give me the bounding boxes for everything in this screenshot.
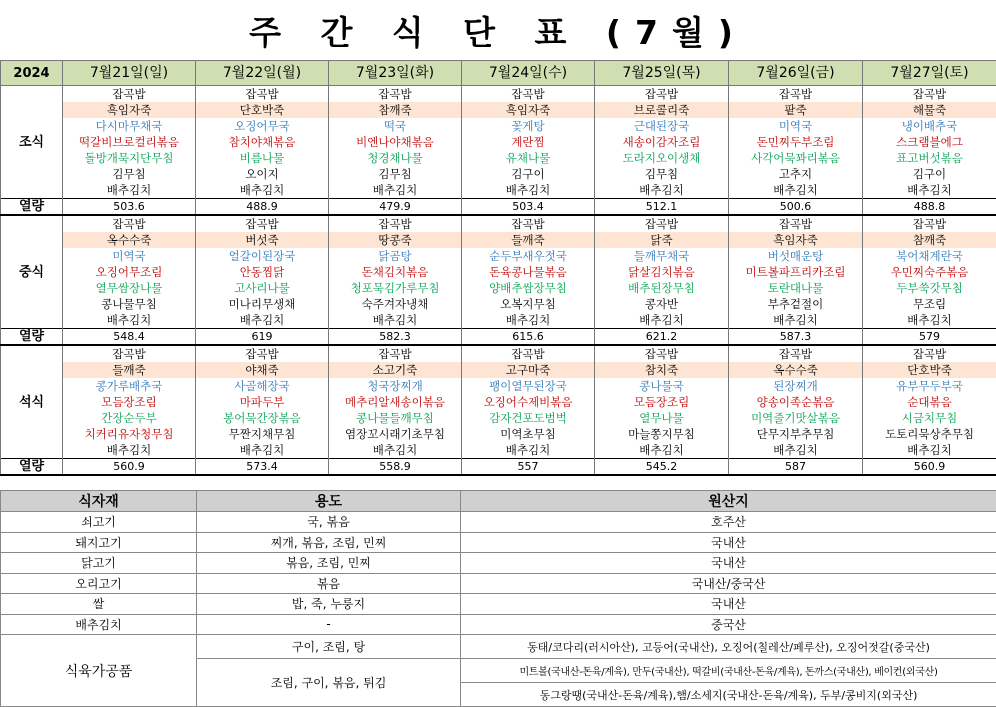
menu-item: 잡곡밥 xyxy=(729,215,863,232)
menu-item: 참깨죽 xyxy=(863,232,996,248)
menu-item: 콩나물국 xyxy=(595,378,729,394)
menu-row xyxy=(1,134,996,150)
menu-item: 잡곡밥 xyxy=(863,345,996,362)
menu-item: 치커리유자청무침 xyxy=(63,426,196,442)
menu-item: 땅콩죽 xyxy=(329,232,462,248)
ingredient-name: 쇠고기 xyxy=(1,512,197,533)
ingredient-use: 밥, 죽, 누룽지 xyxy=(197,594,461,615)
ingredient-use: 국, 볶음 xyxy=(197,512,461,533)
menu-item: 감자건포도범벅 xyxy=(462,410,595,426)
menu-item: 참깨죽 xyxy=(329,102,462,118)
menu-row xyxy=(1,232,996,248)
menu-item: 된장찌개 xyxy=(729,378,863,394)
menu-item: 잡곡밥 xyxy=(63,345,196,362)
ingredient-row xyxy=(1,532,996,553)
menu-item: 고추지 xyxy=(729,166,863,182)
menu-item: 배추된장무침 xyxy=(595,280,729,296)
year-label: 2024 xyxy=(1,61,63,86)
menu-item: 유부무두부국 xyxy=(863,378,996,394)
ingredient-use: 볶음, 조림, 민찌 xyxy=(197,553,461,574)
menu-item: 오징어무조림 xyxy=(63,264,196,280)
ingredient-use: 조림, 구이, 볶음, 튀김 xyxy=(197,659,461,707)
menu-item: 미역국 xyxy=(63,248,196,264)
menu-item: 김무침 xyxy=(329,166,462,182)
menu-row xyxy=(1,102,996,118)
menu-item: 비름나물 xyxy=(196,150,329,166)
calorie-value: 548.4 xyxy=(63,329,196,346)
menu-item: 팽이열무된장국 xyxy=(462,378,595,394)
menu-item: 콩나물무침 xyxy=(63,296,196,312)
ingredient-row xyxy=(1,614,996,635)
ingredient-origin: 국내산 xyxy=(461,532,996,553)
ingredient-name: 식육가공품 xyxy=(1,635,197,707)
menu-item: 배추김치 xyxy=(63,442,196,459)
menu-item: 새송이감자조림 xyxy=(595,134,729,150)
menu-row xyxy=(1,312,996,329)
calorie-value: 615.6 xyxy=(462,329,595,346)
menu-item: 잡곡밥 xyxy=(196,215,329,232)
menu-item: 간장순두부 xyxy=(63,410,196,426)
menu-item: 청국장찌개 xyxy=(329,378,462,394)
day-header: 7월24일(수) xyxy=(462,61,595,86)
ingredient-use: 찌개, 볶음, 조림, 민찌 xyxy=(197,532,461,553)
menu-item: 단호박죽 xyxy=(863,362,996,378)
menu-item: 배추김치 xyxy=(329,442,462,459)
ingredient-origin: 국내산 xyxy=(461,594,996,615)
menu-item: 들깨무채국 xyxy=(595,248,729,264)
ingredient-row xyxy=(1,635,996,659)
menu-item: 마늘쫑지무침 xyxy=(595,426,729,442)
menu-item: 두부쑥갓무침 xyxy=(863,280,996,296)
calorie-value: 579 xyxy=(863,329,996,346)
calorie-value: 557 xyxy=(462,459,595,476)
menu-item: 미역초무침 xyxy=(462,426,595,442)
ingredient-origin: 국내산/중국산 xyxy=(461,573,996,594)
menu-item: 열무나물 xyxy=(595,410,729,426)
menu-item: 배추김치 xyxy=(595,442,729,459)
calorie-row xyxy=(1,199,996,216)
menu-item: 흑임자죽 xyxy=(63,102,196,118)
menu-row xyxy=(1,215,996,232)
menu-item: 양배추쌈장무침 xyxy=(462,280,595,296)
menu-item: 모듬장조림 xyxy=(63,394,196,410)
ingredient-use: 구이, 조림, 탕 xyxy=(197,635,461,659)
menu-row xyxy=(1,248,996,264)
menu-item: 순대볶음 xyxy=(863,394,996,410)
menu-item: 김무침 xyxy=(595,166,729,182)
menu-item: 버섯매운탕 xyxy=(729,248,863,264)
menu-item: 북어채계란국 xyxy=(863,248,996,264)
menu-item: 돈육콩나물볶음 xyxy=(462,264,595,280)
menu-item: 잡곡밥 xyxy=(595,86,729,103)
menu-item: 사각어묵꽈리볶음 xyxy=(729,150,863,166)
menu-item: 배추김치 xyxy=(462,182,595,199)
menu-item: 야채죽 xyxy=(196,362,329,378)
menu-item: 단호박죽 xyxy=(196,102,329,118)
menu-item: 도라지오이생채 xyxy=(595,150,729,166)
menu-row xyxy=(1,426,996,442)
menu-item: 참치야채볶음 xyxy=(196,134,329,150)
menu-item: 배추김치 xyxy=(329,312,462,329)
menu-item: 닭곰탕 xyxy=(329,248,462,264)
menu-item: 브로콜리죽 xyxy=(595,102,729,118)
meal-label: 조식 xyxy=(1,86,63,199)
menu-item: 꽃게탕 xyxy=(462,118,595,134)
day-header: 7월26일(금) xyxy=(729,61,863,86)
calorie-value: 512.1 xyxy=(595,199,729,216)
menu-item: 얼갈이된장국 xyxy=(196,248,329,264)
menu-item: 시금치무침 xyxy=(863,410,996,426)
ingredient-use: - xyxy=(197,614,461,635)
menu-row xyxy=(1,394,996,410)
menu-item: 배추김치 xyxy=(863,182,996,199)
menu-item: 잡곡밥 xyxy=(595,215,729,232)
menu-item: 김무침 xyxy=(63,166,196,182)
menu-row xyxy=(1,86,996,103)
menu-item: 떡국 xyxy=(329,118,462,134)
menu-item: 모듬장조림 xyxy=(595,394,729,410)
menu-item: 잡곡밥 xyxy=(863,215,996,232)
menu-item: 잡곡밥 xyxy=(462,215,595,232)
ingredient-use: 볶음 xyxy=(197,573,461,594)
calorie-value: 479.9 xyxy=(329,199,462,216)
calorie-value: 503.4 xyxy=(462,199,595,216)
day-header: 7월27일(토) xyxy=(863,61,996,86)
ingredient-name: 돼지고기 xyxy=(1,532,197,553)
ingredient-origin: 국내산 xyxy=(461,553,996,574)
calorie-label: 열량 xyxy=(1,329,63,346)
ingredient-origin-table xyxy=(0,490,996,707)
menu-item: 배추김치 xyxy=(63,312,196,329)
menu-item: 참치죽 xyxy=(595,362,729,378)
menu-item: 사골해장국 xyxy=(196,378,329,394)
menu-item: 미트볼파프리카조림 xyxy=(729,264,863,280)
calorie-value: 500.6 xyxy=(729,199,863,216)
menu-item: 잡곡밥 xyxy=(462,86,595,103)
ingredient-header: 식자재 xyxy=(1,491,197,512)
menu-item: 숙주겨자냉채 xyxy=(329,296,462,312)
day-header: 7월25일(목) xyxy=(595,61,729,86)
menu-item: 고구마죽 xyxy=(462,362,595,378)
menu-item: 안동찜닭 xyxy=(196,264,329,280)
menu-item: 우민찌숙주볶음 xyxy=(863,264,996,280)
calorie-row xyxy=(1,459,996,476)
ingredient-row xyxy=(1,512,996,533)
calorie-value: 573.4 xyxy=(196,459,329,476)
menu-item: 열무쌈장나물 xyxy=(63,280,196,296)
menu-row xyxy=(1,280,996,296)
menu-item: 버섯죽 xyxy=(196,232,329,248)
menu-item: 콩가루배추국 xyxy=(63,378,196,394)
menu-item: 흑임자죽 xyxy=(462,102,595,118)
menu-item: 옥수수죽 xyxy=(729,362,863,378)
menu-item: 부추겉절이 xyxy=(729,296,863,312)
menu-item: 배추김치 xyxy=(63,182,196,199)
menu-item: 팥죽 xyxy=(729,102,863,118)
menu-row xyxy=(1,150,996,166)
menu-item: 배추김치 xyxy=(462,312,595,329)
menu-item: 단무지부추무침 xyxy=(729,426,863,442)
menu-item: 냉이배추국 xyxy=(863,118,996,134)
menu-item: 콩나물들깨무침 xyxy=(329,410,462,426)
menu-item: 오이지 xyxy=(196,166,329,182)
menu-item: 배추김치 xyxy=(729,442,863,459)
calorie-label: 열량 xyxy=(1,199,63,216)
ingredient-name: 쌀 xyxy=(1,594,197,615)
ingredient-origin: 호주산 xyxy=(461,512,996,533)
calorie-value: 560.9 xyxy=(863,459,996,476)
meal-label: 중식 xyxy=(1,215,63,329)
ingredient-origin: 동태/코다리(러시아산), 고등어(국내산), 오징어(칠레산/페루산), 오징어젓갈(중국산) xyxy=(461,635,996,659)
menu-item: 들깨죽 xyxy=(63,362,196,378)
menu-item: 스크램블에그 xyxy=(863,134,996,150)
menu-item: 배추김치 xyxy=(729,312,863,329)
menu-item: 오징어수제비볶음 xyxy=(462,394,595,410)
menu-item: 잡곡밥 xyxy=(63,86,196,103)
menu-item: 잡곡밥 xyxy=(196,345,329,362)
menu-item: 미나리무생채 xyxy=(196,296,329,312)
calorie-label: 열량 xyxy=(1,459,63,476)
calorie-value: 621.2 xyxy=(595,329,729,346)
day-header-row xyxy=(1,61,996,86)
menu-item: 잡곡밥 xyxy=(863,86,996,103)
menu-item: 닭살김치볶음 xyxy=(595,264,729,280)
ingredient-origin: 미트볼(국내산-돈육/계육), 만두(국내산), 떡갈비(국내산-돈육/계육), 돈까스(국내산), 베이컨(외국산) xyxy=(461,659,996,683)
menu-item: 근대된장국 xyxy=(595,118,729,134)
menu-item: 김구이 xyxy=(863,166,996,182)
ingredient-row xyxy=(1,573,996,594)
menu-item: 양송이족순볶음 xyxy=(729,394,863,410)
menu-item: 돌방개묵지단무침 xyxy=(63,150,196,166)
menu-item: 무짠지채무침 xyxy=(196,426,329,442)
menu-item: 무조림 xyxy=(863,296,996,312)
menu-item: 배추김치 xyxy=(863,312,996,329)
ingredient-origin: 동그랑땡(국내산-돈육/계육),햄/소세지(국내산-돈육/계육), 두부/콩비지(외국산) xyxy=(461,683,996,707)
menu-item: 잡곡밥 xyxy=(196,86,329,103)
menu-item: 계란찜 xyxy=(462,134,595,150)
menu-item: 잡곡밥 xyxy=(329,345,462,362)
meal-label: 석식 xyxy=(1,345,63,459)
menu-item: 잡곡밥 xyxy=(595,345,729,362)
menu-item: 배추김치 xyxy=(863,442,996,459)
menu-item: 오복지무침 xyxy=(462,296,595,312)
menu-item: 콩자반 xyxy=(595,296,729,312)
calorie-value: 558.9 xyxy=(329,459,462,476)
menu-item: 미역줄기맛살볶음 xyxy=(729,410,863,426)
calorie-row xyxy=(1,329,996,346)
menu-item: 떡갈비브로컬리볶음 xyxy=(63,134,196,150)
ingredient-name: 닭고기 xyxy=(1,553,197,574)
menu-item: 토란대나물 xyxy=(729,280,863,296)
page-title: 주 간 식 단 표 (7월) xyxy=(0,0,996,60)
calorie-value: 619 xyxy=(196,329,329,346)
menu-item: 흑임자죽 xyxy=(729,232,863,248)
menu-item: 배추김치 xyxy=(196,442,329,459)
calorie-value: 587 xyxy=(729,459,863,476)
menu-row xyxy=(1,345,996,362)
menu-item: 미역국 xyxy=(729,118,863,134)
ingredient-header-row xyxy=(1,491,996,512)
menu-item: 김구이 xyxy=(462,166,595,182)
calorie-value: 488.8 xyxy=(863,199,996,216)
menu-item: 순두부새우젓국 xyxy=(462,248,595,264)
menu-item: 옥수수죽 xyxy=(63,232,196,248)
calorie-value: 587.3 xyxy=(729,329,863,346)
calorie-value: 582.3 xyxy=(329,329,462,346)
menu-item: 봉어묵간장볶음 xyxy=(196,410,329,426)
menu-item: 해물죽 xyxy=(863,102,996,118)
ingredient-header: 원산지 xyxy=(461,491,996,512)
weekly-menu-table xyxy=(0,60,996,476)
calorie-value: 560.9 xyxy=(63,459,196,476)
day-header: 7월22일(월) xyxy=(196,61,329,86)
menu-item: 배추김치 xyxy=(729,182,863,199)
menu-item: 표고버섯볶음 xyxy=(863,150,996,166)
calorie-value: 545.2 xyxy=(595,459,729,476)
menu-item: 고사리나물 xyxy=(196,280,329,296)
ingredient-origin: 중국산 xyxy=(461,614,996,635)
menu-row xyxy=(1,182,996,199)
menu-row xyxy=(1,410,996,426)
menu-item: 배추김치 xyxy=(329,182,462,199)
menu-item: 다시마무채국 xyxy=(63,118,196,134)
ingredient-name: 배추김치 xyxy=(1,614,197,635)
menu-item: 잡곡밥 xyxy=(329,86,462,103)
menu-item: 염장꼬시래기초무침 xyxy=(329,426,462,442)
day-header: 7월21일(일) xyxy=(63,61,196,86)
menu-item: 들깨죽 xyxy=(462,232,595,248)
menu-item: 잡곡밥 xyxy=(329,215,462,232)
day-header: 7월23일(화) xyxy=(329,61,462,86)
ingredient-row xyxy=(1,553,996,574)
menu-item: 마파두부 xyxy=(196,394,329,410)
menu-item: 메추리알새송이볶음 xyxy=(329,394,462,410)
menu-item: 닭죽 xyxy=(595,232,729,248)
menu-row xyxy=(1,296,996,312)
menu-row xyxy=(1,362,996,378)
menu-row xyxy=(1,442,996,459)
menu-item: 유채나물 xyxy=(462,150,595,166)
menu-item: 잡곡밥 xyxy=(729,86,863,103)
menu-row xyxy=(1,378,996,394)
menu-item: 돈민찌두부조림 xyxy=(729,134,863,150)
menu-item: 도토리묵상추무침 xyxy=(863,426,996,442)
menu-item: 소고기죽 xyxy=(329,362,462,378)
menu-item: 돈채김치볶음 xyxy=(329,264,462,280)
menu-item: 비엔나야채볶음 xyxy=(329,134,462,150)
ingredient-header: 용도 xyxy=(197,491,461,512)
menu-item: 배추김치 xyxy=(462,442,595,459)
menu-item: 오징어무국 xyxy=(196,118,329,134)
menu-item: 잡곡밥 xyxy=(462,345,595,362)
calorie-value: 488.9 xyxy=(196,199,329,216)
menu-item: 배추김치 xyxy=(196,182,329,199)
calorie-value: 503.6 xyxy=(63,199,196,216)
menu-item: 배추김치 xyxy=(595,182,729,199)
menu-row xyxy=(1,264,996,280)
menu-item: 잡곡밥 xyxy=(729,345,863,362)
menu-item: 잡곡밥 xyxy=(63,215,196,232)
menu-item: 배추김치 xyxy=(595,312,729,329)
ingredient-name: 오리고기 xyxy=(1,573,197,594)
menu-item: 청포묵김가루무침 xyxy=(329,280,462,296)
ingredient-row xyxy=(1,594,996,615)
menu-item: 청경채나물 xyxy=(329,150,462,166)
menu-item: 배추김치 xyxy=(196,312,329,329)
menu-row xyxy=(1,118,996,134)
menu-row xyxy=(1,166,996,182)
